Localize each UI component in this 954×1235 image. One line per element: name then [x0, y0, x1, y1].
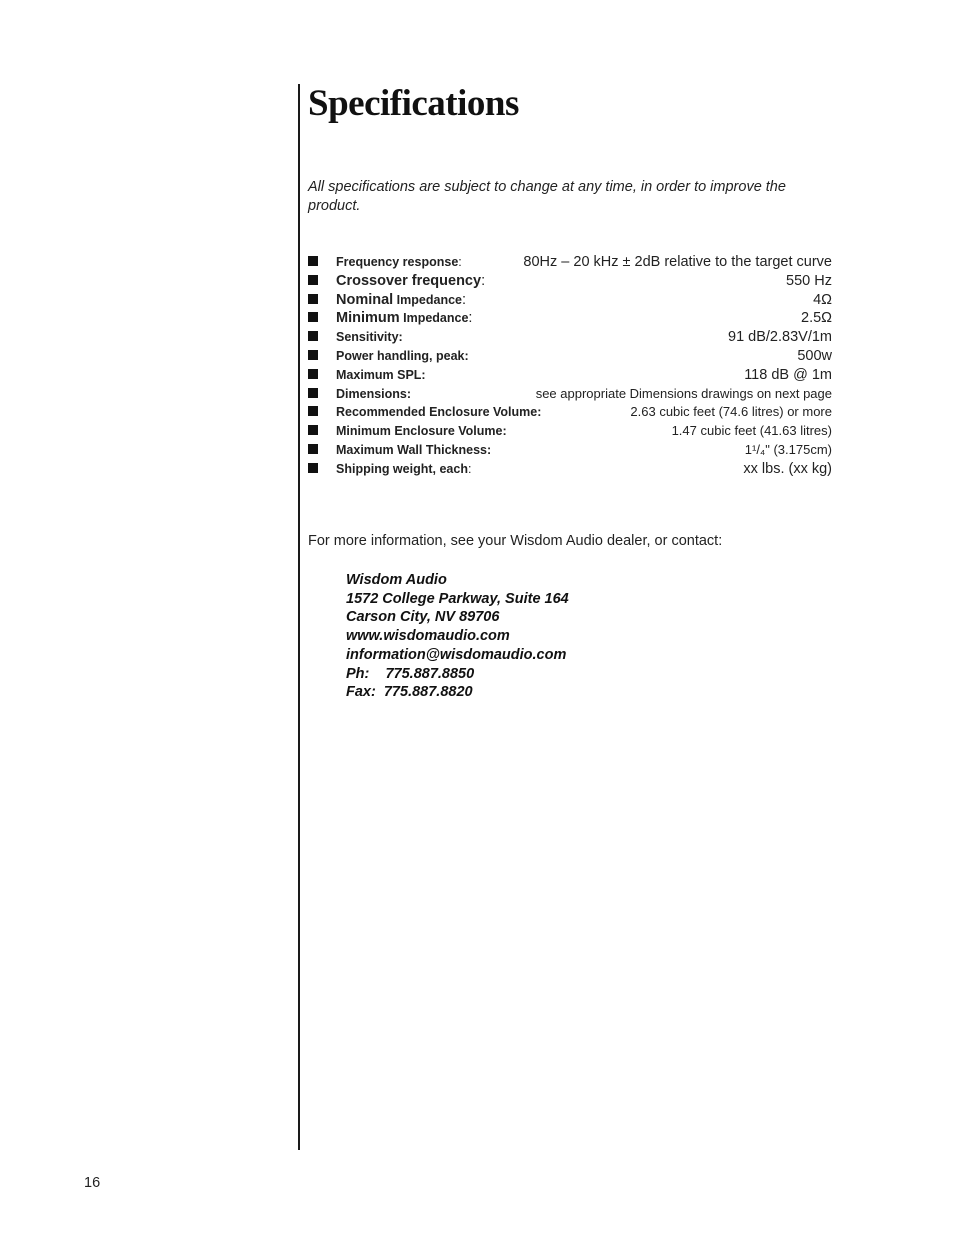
contact-company: Wisdom Audio — [346, 572, 447, 588]
contact-fax: Fax: 775.887.8820 — [346, 684, 473, 701]
spec-sensitivity — [308, 329, 832, 348]
contact-website: www.wisdomaudio.com — [346, 628, 510, 645]
disclaimer: All specifications are subject to change at any time, in order to improve the product. — [308, 179, 786, 214]
spec-value: 80Hz – 20 kHz ± 2dB relative to the target curve — [523, 254, 832, 270]
spec-crossover-frequency — [308, 273, 832, 292]
spec-value: 2.5Ω — [801, 310, 832, 327]
vertical-rule — [298, 84, 300, 1150]
square-bullet-icon — [308, 294, 318, 304]
spec-nominal-impedance — [308, 292, 832, 311]
contact-phone: Ph: 775.887.8850 — [346, 665, 475, 682]
square-bullet-icon — [308, 312, 318, 322]
spec-minimum-impedance — [308, 310, 832, 329]
square-bullet-icon — [308, 350, 318, 360]
more-info-text: For more information, see your Wisdom Audio dealer, or contact: — [308, 533, 723, 549]
spec-value: 4Ω — [813, 291, 832, 308]
square-bullet-icon — [308, 331, 318, 341]
spec-maximum-spl — [308, 367, 832, 386]
spec-recommended-enclosure-volume — [308, 404, 832, 423]
spec-label: Crossover frequency: — [336, 272, 486, 289]
contact-email: information@wisdomaudio.com — [346, 646, 567, 663]
spec-label: Minimum Enclosure Volume: — [336, 424, 507, 439]
spec-value: 1¹/₄" (3.175cm) — [744, 441, 832, 457]
spec-power-handling — [308, 348, 832, 367]
spec-minimum-enclosure-volume — [308, 423, 832, 442]
page-number: 16 — [84, 1175, 101, 1191]
spec-label: Sensitivity: — [336, 330, 403, 345]
spec-value: 118 dB @ 1m — [744, 366, 832, 383]
spec-label: Minimum Impedance: — [336, 310, 473, 327]
spec-list — [308, 254, 832, 480]
square-bullet-icon — [308, 275, 318, 285]
spec-label: Maximum SPL: — [336, 367, 426, 382]
spec-value: 91 dB/2.83V/1m — [728, 329, 832, 346]
square-bullet-icon — [308, 388, 318, 398]
spec-frequency-response — [308, 254, 832, 273]
contact-block — [346, 571, 569, 702]
spec-value: 500w — [797, 347, 832, 364]
spec-dimensions — [308, 386, 832, 405]
spec-label: Frequency response: — [336, 255, 462, 269]
spec-label: Power handling, peak: — [336, 348, 469, 363]
page-title: Specifications — [308, 83, 519, 124]
spec-value: see appropriate Dimensions drawings on next page — [535, 385, 832, 401]
spec-maximum-wall-thickness — [308, 442, 832, 461]
square-bullet-icon — [308, 425, 318, 435]
contact-street: 1572 College Parkway, Suite 164 — [346, 590, 569, 607]
square-bullet-icon — [308, 463, 318, 473]
spec-label: Dimensions: — [336, 386, 412, 401]
spec-label: Shipping weight, each: — [336, 461, 472, 476]
spec-shipping-weight — [308, 461, 832, 480]
spec-value: 2.63 cubic feet (74.6 litres) or more — [630, 404, 832, 420]
square-bullet-icon — [308, 256, 318, 266]
spec-value: xx lbs. (xx kg) — [743, 460, 832, 477]
contact-city: Carson City, NV 89706 — [346, 609, 500, 626]
spec-label: Nominal Impedance: — [336, 291, 467, 308]
spec-label: Maximum Wall Thickness: — [336, 442, 492, 457]
spec-label: Recommended Enclosure Volume: — [336, 405, 542, 420]
spec-value: 550 Hz — [786, 272, 832, 289]
square-bullet-icon — [308, 369, 318, 379]
spec-value: 1.47 cubic feet (41.63 litres) — [671, 423, 832, 439]
square-bullet-icon — [308, 406, 318, 416]
square-bullet-icon — [308, 444, 318, 454]
